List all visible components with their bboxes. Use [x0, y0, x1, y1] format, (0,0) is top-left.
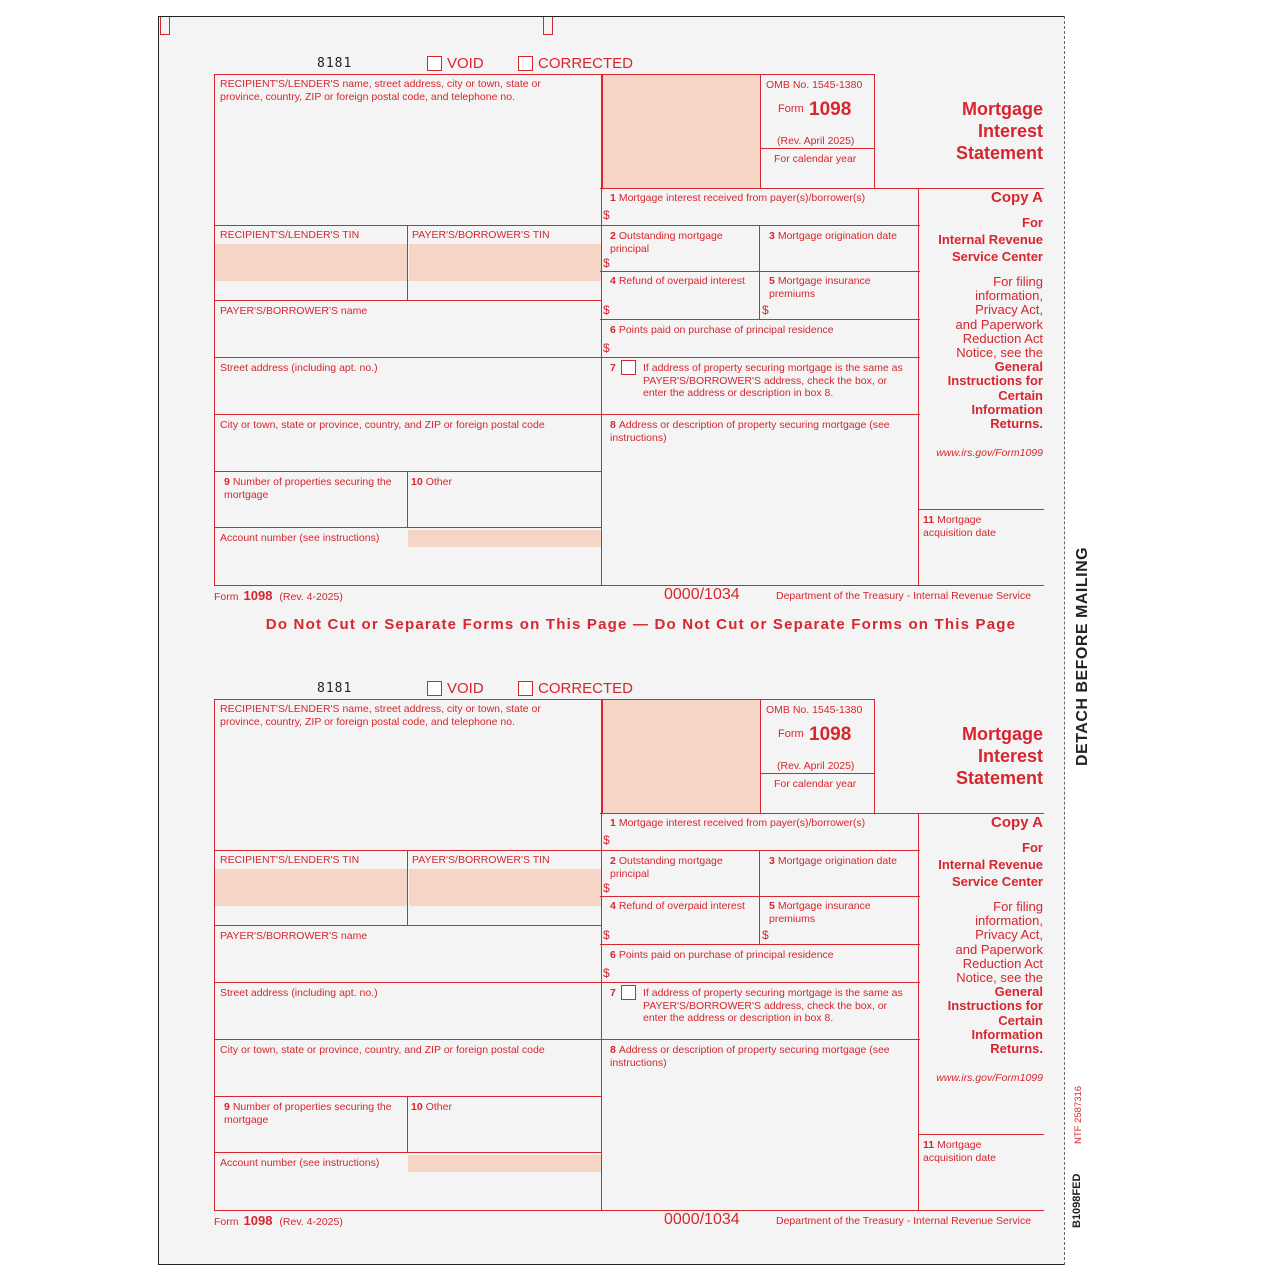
general-instructions-line: Certain: [998, 387, 1043, 403]
copy-for-line: For: [1022, 840, 1043, 855]
payer-name-label: PAYER'S/BORROWER'S name: [220, 305, 368, 317]
divider: [214, 1039, 602, 1040]
box5-dollar: $: [762, 928, 769, 942]
box11-label: Mortgage acquisition date: [923, 514, 996, 539]
box2-label: Outstanding mortgage principal: [610, 855, 723, 880]
control-number: 8181: [317, 56, 353, 71]
control-number: 8181: [317, 681, 353, 696]
box2-number: 2: [610, 230, 616, 242]
box8-number: 8: [610, 419, 616, 431]
recipient-name-label: RECIPIENT'S/LENDER'S name, street address, city or town, state or province, country, ZIP or foreign postal code, and telephone no.: [220, 78, 541, 103]
void-label: VOID: [447, 680, 484, 697]
box1-number: 1: [610, 192, 616, 204]
divider: [407, 850, 408, 926]
box8-number: 8: [610, 1044, 616, 1056]
filing-info-line: Privacy Act,: [975, 927, 1043, 943]
recipient-tin-label: RECIPIENT'S/LENDER'S TIN: [220, 229, 360, 241]
box4-number: 4: [610, 900, 616, 912]
payer-tin-label: PAYER'S/BORROWER'S TIN: [412, 854, 550, 866]
void-checkbox[interactable]: [427, 56, 442, 71]
title-line: Statement: [955, 143, 1043, 163]
account-number-label: Account number (see instructions): [220, 532, 380, 544]
divider: [602, 699, 603, 814]
divider: [600, 357, 920, 358]
footer-form-word: Form: [214, 591, 239, 603]
box5-label: Mortgage insurance premiums: [769, 275, 871, 300]
calendar-year-label: For calendar year: [774, 153, 857, 165]
divider: [600, 271, 920, 272]
account-number-label: Account number (see instructions): [220, 1157, 380, 1169]
box4-number: 4: [610, 275, 616, 287]
omb-number: OMB No. 1545-1380: [766, 79, 863, 91]
copy-for-line: Service Center: [951, 874, 1043, 889]
divider: [214, 300, 602, 301]
void-checkbox[interactable]: [427, 681, 442, 696]
account-number-field[interactable]: [408, 530, 601, 547]
box7-checkbox[interactable]: [621, 985, 636, 1000]
copy-for-line: Internal Revenue: [938, 857, 1043, 872]
divider: [600, 850, 920, 851]
title-line: Mortgage: [962, 99, 1043, 119]
filing-info-line: Reduction Act: [962, 330, 1043, 346]
copy-label: Copy A: [991, 189, 1043, 206]
omb-number: OMB No. 1545-1380: [766, 704, 863, 716]
recipient-info-shaded-area: [602, 700, 760, 813]
box7-number: 7: [610, 987, 616, 999]
box9-label: Number of properties securing the mortgage: [224, 1101, 392, 1126]
box4-label: Refund of overpaid interest: [618, 275, 745, 287]
filing-info-line: information,: [975, 288, 1043, 304]
box4-label: Refund of overpaid interest: [618, 900, 745, 912]
box10-label: Other: [425, 476, 452, 488]
payer-name-label: PAYER'S/BORROWER'S name: [220, 930, 368, 942]
filing-info-line: Notice, see the: [956, 345, 1043, 361]
box1-label: Mortgage interest received from payer(s)/borrower(s): [618, 192, 866, 204]
form-word: Form: [778, 103, 804, 115]
box3-label: Mortgage origination date: [777, 230, 897, 242]
divider: [214, 527, 602, 528]
title-line: Statement: [955, 768, 1043, 788]
box1-label: Mortgage interest received from payer(s)/borrower(s): [618, 817, 866, 829]
box11-label: Mortgage acquisition date: [923, 1139, 996, 1164]
divider: [214, 357, 602, 358]
box6-label: Points paid on purchase of principal residence: [618, 949, 834, 961]
divider: [600, 896, 920, 897]
divider: [760, 773, 875, 774]
box6-dollar: $: [603, 341, 610, 355]
corrected-label: CORRECTED: [538, 55, 634, 72]
box8-label: Address or description of property securing mortgage (see instructions): [610, 419, 890, 444]
divider: [759, 225, 760, 320]
divider: [600, 319, 920, 320]
box4-dollar: $: [603, 928, 610, 942]
form-number: 1098: [809, 99, 852, 120]
box9-label: Number of properties securing the mortgage: [224, 476, 392, 501]
box10-number: 10: [411, 1101, 423, 1113]
corrected-label: CORRECTED: [538, 680, 634, 697]
box3-number: 3: [769, 855, 775, 867]
box7-label: If address of property securing mortgage is the same as PAYER'S/BORROWER'S address, check the box, or enter the address or description in box 8.: [643, 987, 903, 1024]
street-address-label: Street address (including apt. no.): [220, 362, 378, 374]
copy-for-line: Internal Revenue: [938, 232, 1043, 247]
irs-website-link[interactable]: www.irs.gov/Form1099: [936, 1072, 1043, 1084]
recipient-tin-field[interactable]: [215, 869, 407, 906]
filing-info-line: and Paperwork: [955, 941, 1043, 957]
general-instructions-line: Returns.: [990, 1041, 1043, 1057]
copy-label: Copy A: [991, 814, 1043, 831]
box5-number: 5: [769, 275, 775, 287]
filing-info-line: Reduction Act: [962, 955, 1043, 971]
box1-number: 1: [610, 817, 616, 829]
divider: [600, 944, 920, 945]
filing-info-line: Privacy Act,: [975, 302, 1043, 318]
divider: [214, 925, 602, 926]
footer-revision: (Rev. 4-2025): [279, 1216, 343, 1228]
filing-info-line: information,: [975, 913, 1043, 929]
payer-tin-field[interactable]: [409, 869, 601, 906]
general-instructions-line: Returns.: [990, 416, 1043, 432]
divider: [602, 699, 762, 700]
general-instructions-line: Instructions for: [947, 998, 1043, 1014]
box8-label: Address or description of property securing mortgage (see instructions): [610, 1044, 890, 1069]
void-label: VOID: [447, 55, 484, 72]
box6-dollar: $: [603, 966, 610, 980]
form-word: Form: [778, 728, 804, 740]
footer-cat-code: 0000/1034: [664, 1211, 740, 1228]
box7-label: If address of property securing mortgage is the same as PAYER'S/BORROWER'S address, check the box, or enter the address or description in box 8.: [643, 362, 903, 399]
footer-cat-code: 0000/1034: [664, 586, 740, 603]
box2-dollar: $: [603, 256, 610, 270]
product-code: B1098FED: [1071, 1173, 1083, 1228]
divider: [214, 1152, 602, 1153]
box2-label: Outstanding mortgage principal: [610, 230, 723, 255]
box6-label: Points paid on purchase of principal residence: [618, 324, 834, 336]
general-instructions-line: Information: [971, 401, 1043, 417]
box5-number: 5: [769, 900, 775, 912]
city-label: City or town, state or province, country, and ZIP or foreign postal code: [220, 419, 545, 431]
box7-number: 7: [610, 362, 616, 374]
divider: [407, 225, 408, 301]
divider: [760, 148, 875, 149]
title-line: Interest: [977, 746, 1043, 766]
recipient-name-label: RECIPIENT'S/LENDER'S name, street address, city or town, state or province, country, ZIP or foreign postal code, and telephone no.: [220, 703, 541, 728]
divider: [214, 225, 602, 226]
general-instructions-line: Certain: [998, 1012, 1043, 1028]
divider: [600, 982, 920, 983]
divider: [214, 850, 602, 851]
account-number-field[interactable]: [408, 1155, 601, 1172]
filing-info-line: For filing: [993, 899, 1043, 914]
divider: [214, 414, 602, 415]
footer-department: Department of the Treasury - Internal Revenue Service: [776, 590, 1032, 602]
box9-number: 9: [224, 476, 230, 488]
footer-form-number: 1098: [243, 588, 273, 603]
left-column-frame: [214, 699, 602, 1211]
corrected-checkbox[interactable]: [518, 681, 533, 696]
divider: [600, 414, 920, 415]
footer-revision: (Rev. 4-2025): [279, 591, 343, 603]
divider: [600, 225, 920, 226]
left-column-frame: [214, 74, 602, 586]
filing-info-line: Notice, see the: [956, 970, 1043, 986]
payer-tin-label: PAYER'S/BORROWER'S TIN: [412, 229, 550, 241]
calendar-year-label: For calendar year: [774, 778, 857, 790]
box10-label: Other: [425, 1101, 452, 1113]
copy-for-line: Service Center: [951, 249, 1043, 264]
form-revision: (Rev. April 2025): [777, 760, 855, 772]
title-line: Interest: [977, 121, 1043, 141]
divider: [759, 850, 760, 945]
divider: [407, 1096, 408, 1153]
box11-number: 11: [923, 1139, 935, 1151]
box5-dollar: $: [762, 303, 769, 317]
footer-form-number: 1098: [243, 1213, 273, 1228]
divider: [214, 1096, 602, 1097]
divider: [602, 74, 603, 189]
divider: [214, 982, 602, 983]
footer-form-word: Form: [214, 1216, 239, 1228]
box9-number: 9: [224, 1101, 230, 1113]
filing-info-line: and Paperwork: [955, 316, 1043, 332]
title-line: Mortgage: [962, 724, 1043, 744]
recipient-tin-field[interactable]: [215, 244, 407, 281]
city-label: City or town, state or province, country, and ZIP or foreign postal code: [220, 1044, 545, 1056]
box4-dollar: $: [603, 303, 610, 317]
do-not-cut-notice: Do Not Cut or Separate Forms on This Page — Do Not Cut or Separate Forms on This Page: [265, 616, 1017, 633]
payer-tin-field[interactable]: [409, 244, 601, 281]
recipient-tin-label: RECIPIENT'S/LENDER'S TIN: [220, 854, 360, 866]
detach-before-mailing-label: DETACH BEFORE MAILING: [1074, 546, 1091, 766]
divider: [214, 471, 602, 472]
box6-number: 6: [610, 949, 616, 961]
box7-checkbox[interactable]: [621, 360, 636, 375]
recipient-info-shaded-area: [602, 75, 760, 188]
form-revision: (Rev. April 2025): [777, 135, 855, 147]
box5-label: Mortgage insurance premiums: [769, 900, 871, 925]
box3-label: Mortgage origination date: [777, 855, 897, 867]
divider: [918, 509, 1044, 510]
general-instructions-line: General: [994, 359, 1043, 375]
filing-info-line: For filing: [993, 274, 1043, 289]
box3-number: 3: [769, 230, 775, 242]
divider: [600, 1039, 920, 1040]
box10-number: 10: [411, 476, 423, 488]
box1-dollar: $: [603, 208, 610, 222]
irs-website-link[interactable]: www.irs.gov/Form1099: [936, 447, 1043, 459]
copy-for-line: For: [1022, 215, 1043, 230]
general-instructions-line: General: [994, 984, 1043, 1000]
box1-dollar: $: [603, 833, 610, 847]
box6-number: 6: [610, 324, 616, 336]
box2-number: 2: [610, 855, 616, 867]
divider: [918, 1134, 1044, 1135]
ntf-code: NTF 2587316: [1073, 1085, 1084, 1144]
corrected-checkbox[interactable]: [518, 56, 533, 71]
general-instructions-line: Instructions for: [947, 373, 1043, 389]
divider: [602, 74, 762, 75]
box11-number: 11: [923, 514, 935, 526]
street-address-label: Street address (including apt. no.): [220, 987, 378, 999]
box2-dollar: $: [603, 881, 610, 895]
divider: [407, 471, 408, 528]
general-instructions-line: Information: [971, 1026, 1043, 1042]
footer-department: Department of the Treasury - Internal Revenue Service: [776, 1215, 1032, 1227]
form-number: 1098: [809, 724, 852, 745]
